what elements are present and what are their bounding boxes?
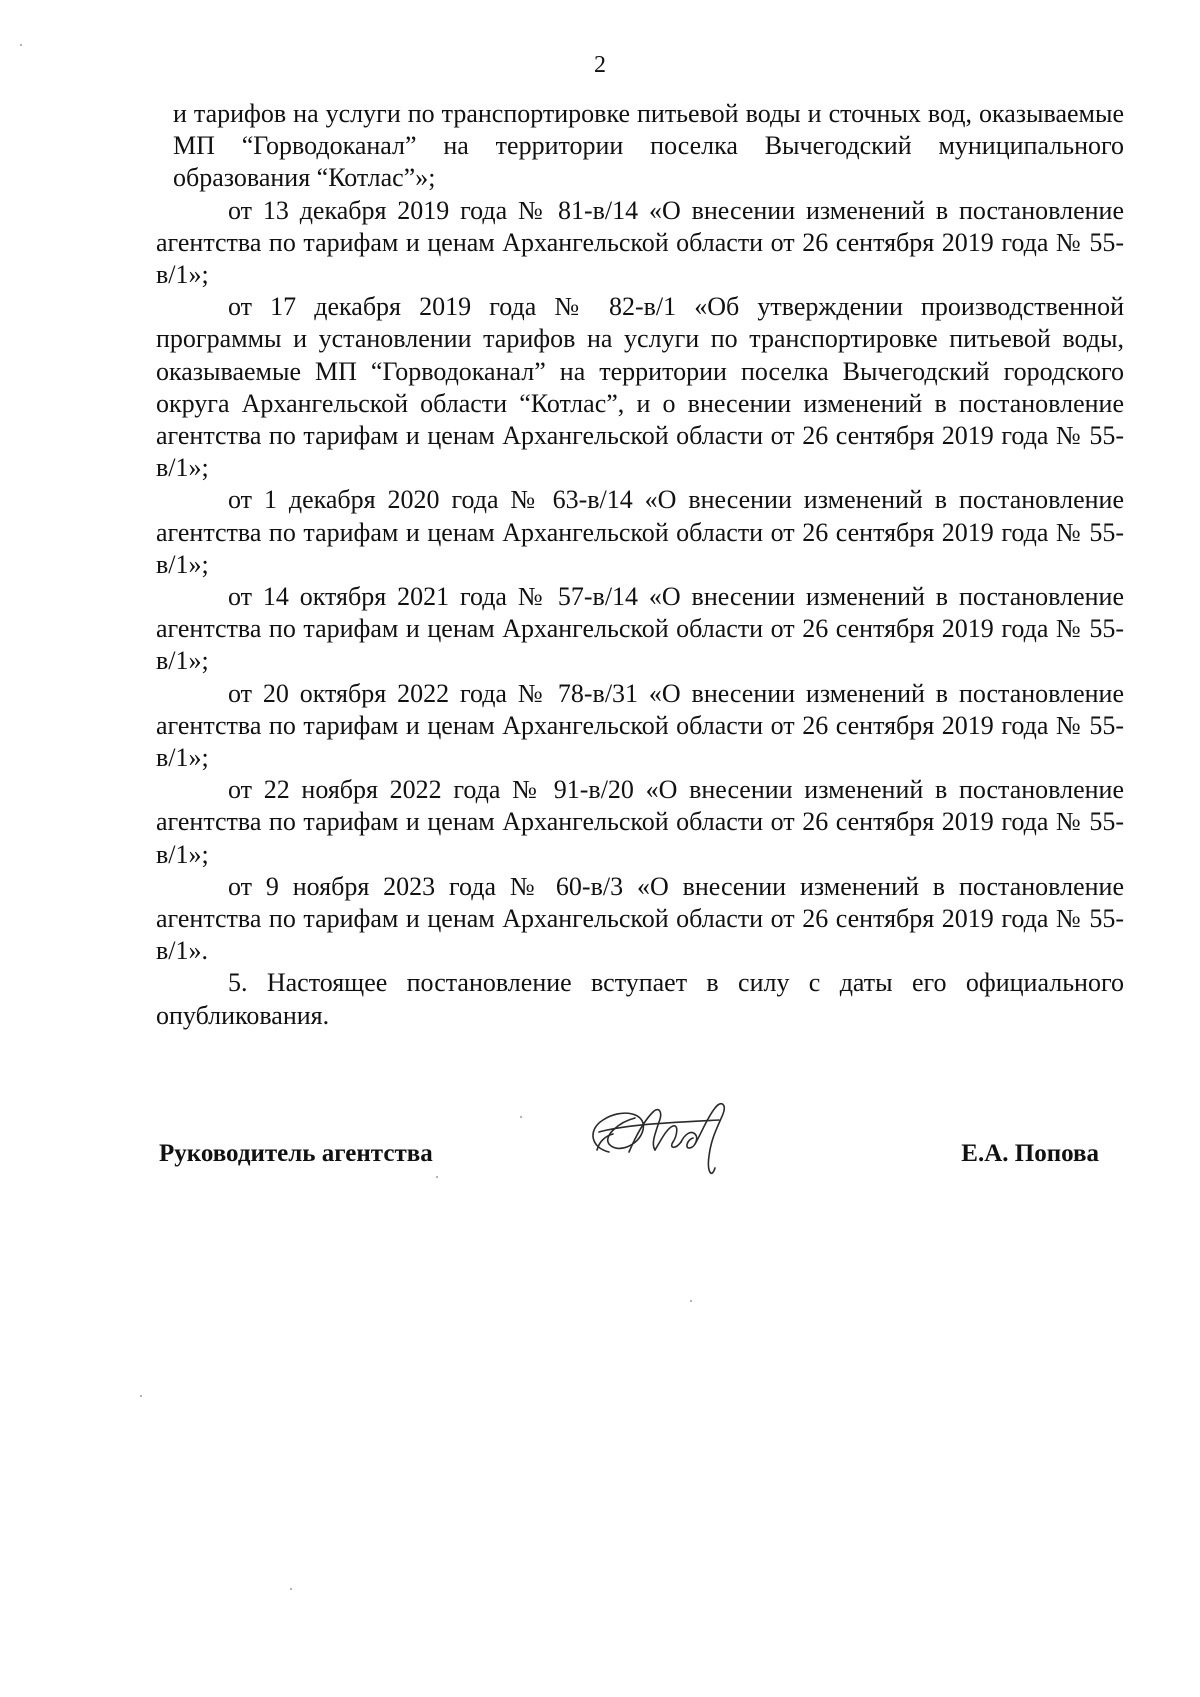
list-item-decree: от 22 ноября 2022 года № 91-в/20 «О внесении изменений в постановление агентства по тарифам и ценам Архангельской области от 26 сентября 2019 года № 55-в/1»; — [156, 775, 1124, 869]
list-item-decree: от 17 декабря 2019 года № 82-в/1 «Об утверждении производственной программы и установлении тарифов на услуги по транспортировке питьевой воды, оказываемые МП “Горводоканал” на территории поселка Вычегодский городского округа Архангельской области “Котлас”, и о внесении изменений в постановление агентства по тарифам и ценам Архангельской области от 26 сентября 2019 года № 55-в/1»; — [156, 292, 1124, 483]
scan-speck — [690, 1300, 692, 1302]
scan-speck — [140, 1395, 142, 1397]
signatory-name: Е.А. Попова — [961, 1140, 1099, 1167]
scan-speck — [20, 44, 22, 46]
scan-speck — [520, 1116, 522, 1118]
clause-effective-date: 5. Настоящее постановление вступает в силу с даты его официального опубликования. — [156, 968, 1124, 1030]
page-number: 2 — [594, 52, 606, 78]
document-body — [156, 98, 1124, 1032]
signature-block — [159, 1140, 1099, 1180]
list-item-decree: от 9 ноября 2023 года № 60-в/3 «О внесении изменений в постановление агентства по тарифам и ценам Архангельской области от 26 сентября 2019 года № 55-в/1». — [156, 871, 1124, 966]
signatory-title: Руководитель агентства — [159, 1140, 433, 1167]
list-item-decree: от 14 октября 2021 года № 57-в/14 «О внесении изменений в постановление агентства по тарифам и ценам Архангельской области от 26 сентября 2019 года № 55-в/1»; — [156, 582, 1124, 676]
paragraph-continuation: и тарифов на услуги по транспортировке питьевой воды и сточных вод, оказываемые МП “Горводоканал” на территории поселка Вычегодский муниципального образования “Котлас”»; — [173, 99, 1124, 193]
list-item-decree: от 20 октября 2022 года № 78-в/31 «О внесении изменений в постановление агентства по тарифам и ценам Архангельской области от 26 сентября 2019 года № 55-в/1»; — [156, 678, 1124, 773]
scan-speck — [436, 1176, 438, 1178]
scan-speck — [290, 1588, 292, 1590]
handwritten-signature-icon — [569, 1078, 769, 1198]
list-item-decree: от 13 декабря 2019 года № 81-в/14 «О внесении изменений в постановление агентства по тарифам и ценам Архангельской области от 26 сентября 2019 года № 55-в/1»; — [156, 195, 1124, 290]
list-item-decree: от 1 декабря 2020 года № 63-в/14 «О внесении изменений в постановление агентства по тарифам и ценам Архангельской области от 26 сентября 2019 года № 55-в/1»; — [156, 485, 1124, 579]
